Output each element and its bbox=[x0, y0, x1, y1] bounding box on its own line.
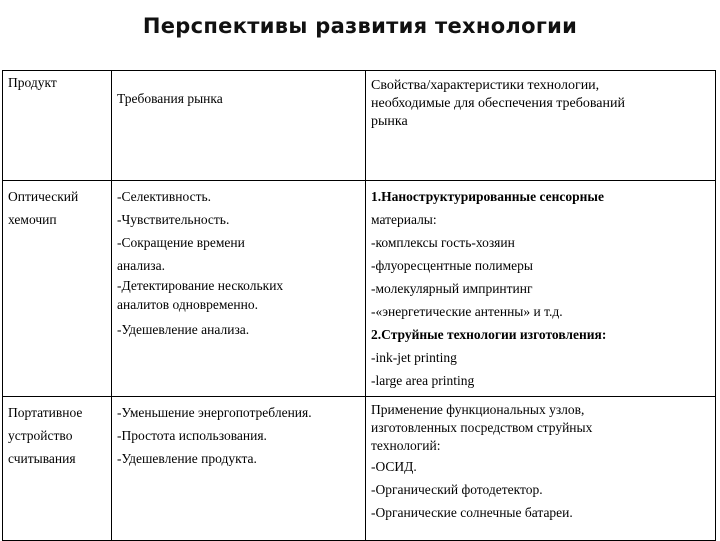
properties-cell bbox=[366, 181, 716, 397]
product-cell bbox=[3, 181, 112, 397]
header-requirements-label: Требования рынка bbox=[117, 91, 223, 106]
requirement-line: аналитов одновременно. bbox=[117, 297, 258, 312]
header-properties-line: необходимые для обеспечения требований bbox=[371, 96, 625, 111]
product-line: хемочип bbox=[8, 212, 57, 227]
property-line: -ink-jet printing bbox=[371, 350, 457, 365]
requirement-line: -Удешевление анализа. bbox=[117, 322, 250, 337]
requirement-line: -Сокращение времени bbox=[117, 235, 245, 250]
property-line: -Органические солнечные батареи. bbox=[371, 505, 573, 520]
header-properties-line: Свойства/характеристики технологии, bbox=[371, 78, 600, 93]
property-line: Применение функциональных узлов, bbox=[371, 402, 585, 417]
product-cell bbox=[3, 397, 112, 541]
property-line: технологий: bbox=[371, 438, 441, 453]
requirement-line: -Уменьшение энергопотребления. bbox=[117, 405, 312, 420]
requirement-line: -Детектирование нескольких bbox=[117, 278, 284, 293]
table-row bbox=[3, 181, 716, 397]
property-line: -large area printing bbox=[371, 373, 475, 388]
header-properties bbox=[366, 71, 716, 181]
requirements-cell bbox=[112, 181, 366, 397]
product-line: Портативное bbox=[8, 405, 83, 420]
property-line: -«энергетические антенны» и т.д. bbox=[371, 304, 563, 319]
property-line: 2.Струйные технологии изготовления: bbox=[371, 327, 607, 342]
product-line: Оптический bbox=[8, 189, 79, 204]
requirement-line: -Чувствительность. bbox=[117, 212, 230, 227]
property-line: 1.Наноструктурированные сенсорные bbox=[371, 189, 604, 204]
property-line: -Органический фотодетектор. bbox=[371, 482, 543, 497]
page-title: Перспективы развития технологии bbox=[142, 14, 578, 38]
table-row bbox=[3, 397, 716, 541]
property-line: -комплексы гость-хозяин bbox=[371, 235, 515, 250]
product-line: устройство bbox=[8, 428, 73, 443]
property-line: -флуоресцентные полимеры bbox=[371, 258, 533, 273]
property-line: -молекулярный импринтинг bbox=[371, 281, 533, 296]
technology-table bbox=[2, 70, 716, 541]
requirement-line: -Удешевление продукта. bbox=[117, 451, 257, 466]
requirement-line: -Селективность. bbox=[117, 189, 211, 204]
property-line: изготовленных посредством струйных bbox=[371, 420, 593, 435]
product-line: считывания bbox=[8, 451, 76, 466]
requirement-line: анализа. bbox=[117, 258, 165, 273]
header-product-label: Продукт bbox=[8, 75, 57, 90]
header-properties-line: рынка bbox=[371, 114, 408, 129]
properties-cell bbox=[366, 397, 716, 541]
property-line: материалы: bbox=[371, 212, 437, 227]
requirement-line: -Простота использования. bbox=[117, 428, 267, 443]
header-requirements bbox=[112, 71, 366, 181]
header-product bbox=[3, 71, 112, 181]
requirements-cell bbox=[112, 397, 366, 541]
property-line: -ОСИД. bbox=[371, 459, 417, 474]
header-row bbox=[3, 71, 716, 181]
